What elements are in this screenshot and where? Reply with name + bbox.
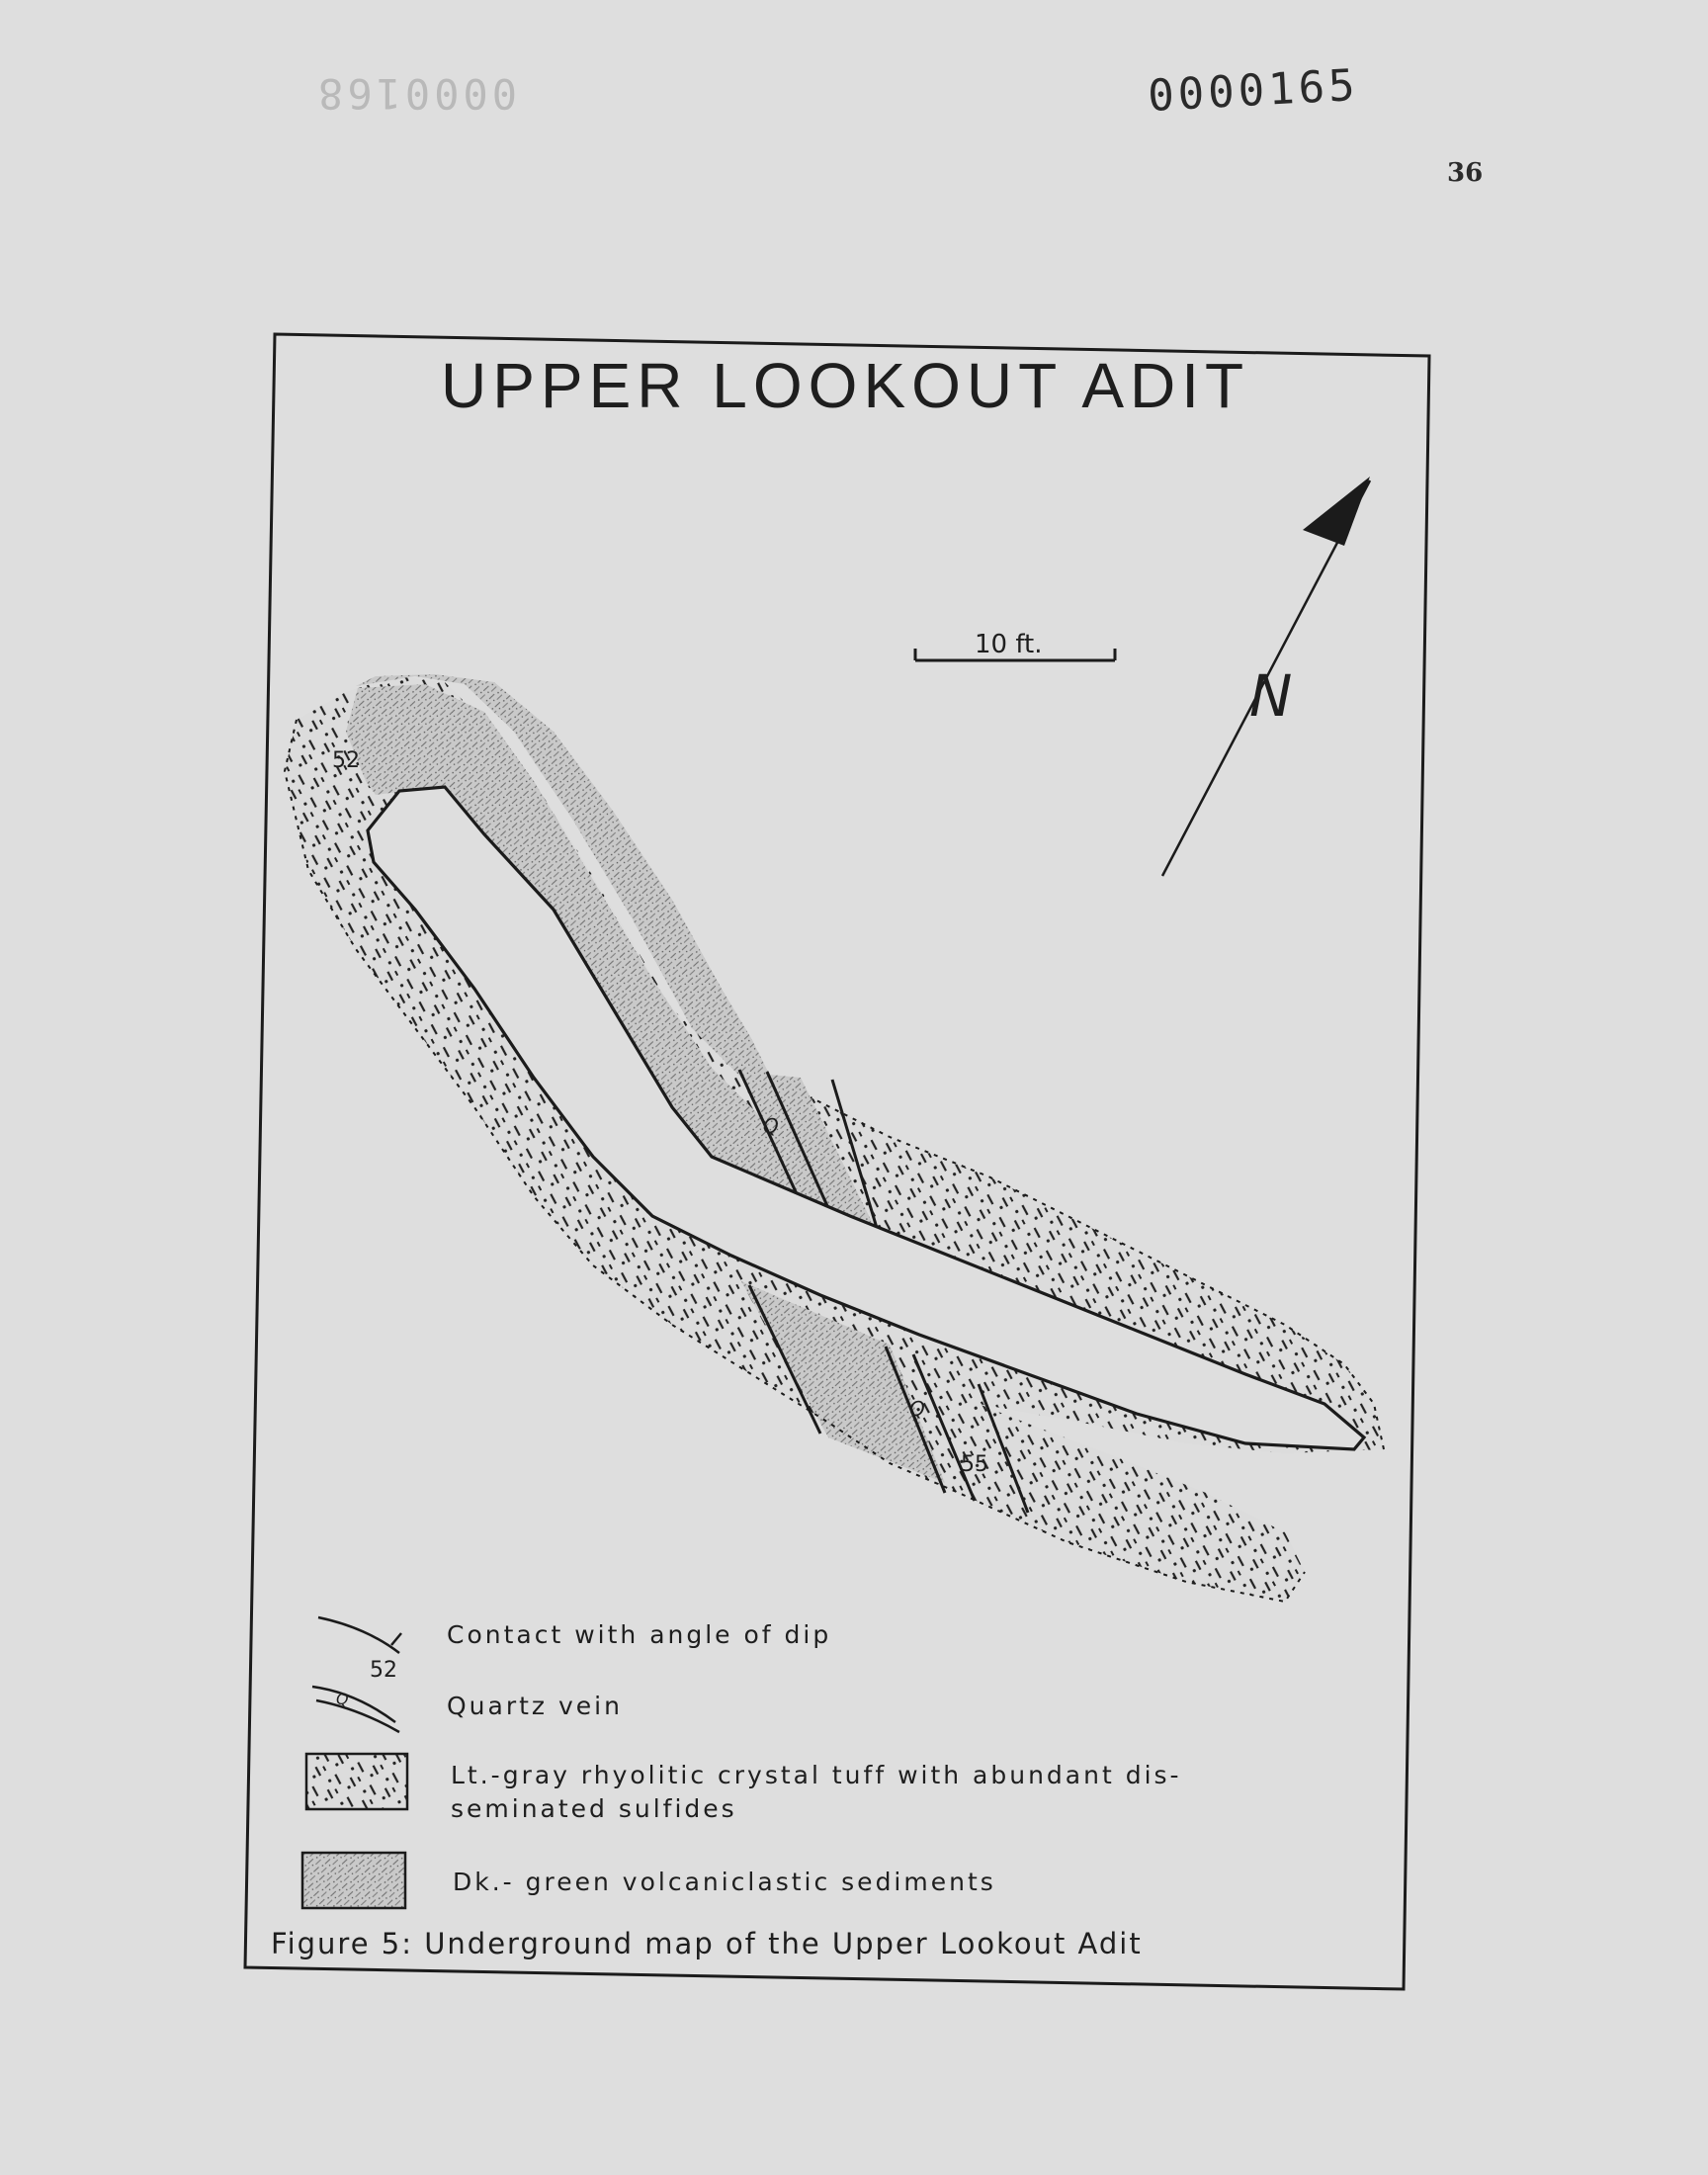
legend-tuff-text-2: seminated sulfides: [451, 1794, 737, 1823]
map-title: UPPER LOOKOUT ADIT: [441, 350, 1250, 421]
legend-swatch-tuff: [306, 1754, 407, 1809]
north-label: N: [1249, 662, 1293, 730]
north-arrow: [1162, 477, 1370, 876]
legend: [302, 1617, 1182, 1908]
scale-bar: [915, 630, 1115, 660]
legend-symbol-contact: [318, 1617, 401, 1683]
legend-tuff-text-1: Lt.-gray rhyolitic crystal tuff with abundant dis-: [451, 1761, 1182, 1789]
legend-symbol-quartz-vein: [312, 1687, 399, 1732]
dip-label-south: 55: [961, 1452, 988, 1477]
legend-dip-label: 52: [370, 1658, 397, 1683]
scale-bar-label: 10 ft.: [975, 630, 1043, 659]
document-number: 0000165: [1147, 59, 1360, 122]
figure-caption: Figure 5: Underground map of the Upper Lookout Adit: [271, 1927, 1143, 1960]
dip-label-north: 52: [332, 748, 360, 773]
vein-label-lower: Q: [909, 1397, 925, 1421]
legend-volcaniclastic-text: Dk.- green volcaniclastic sediments: [453, 1868, 996, 1896]
legend-swatch-volcaniclastic: [302, 1853, 405, 1908]
legend-contact-text: Contact with angle of dip: [447, 1620, 832, 1649]
legend-vein-label: Q: [336, 1690, 349, 1708]
adit-geology: [285, 674, 1384, 1602]
page-number: 36: [1447, 158, 1484, 188]
legend-quartz-text: Quartz vein: [447, 1692, 623, 1720]
vein-label-upper: Q: [763, 1114, 779, 1138]
ghost-document-number: 0000168: [314, 69, 518, 118]
